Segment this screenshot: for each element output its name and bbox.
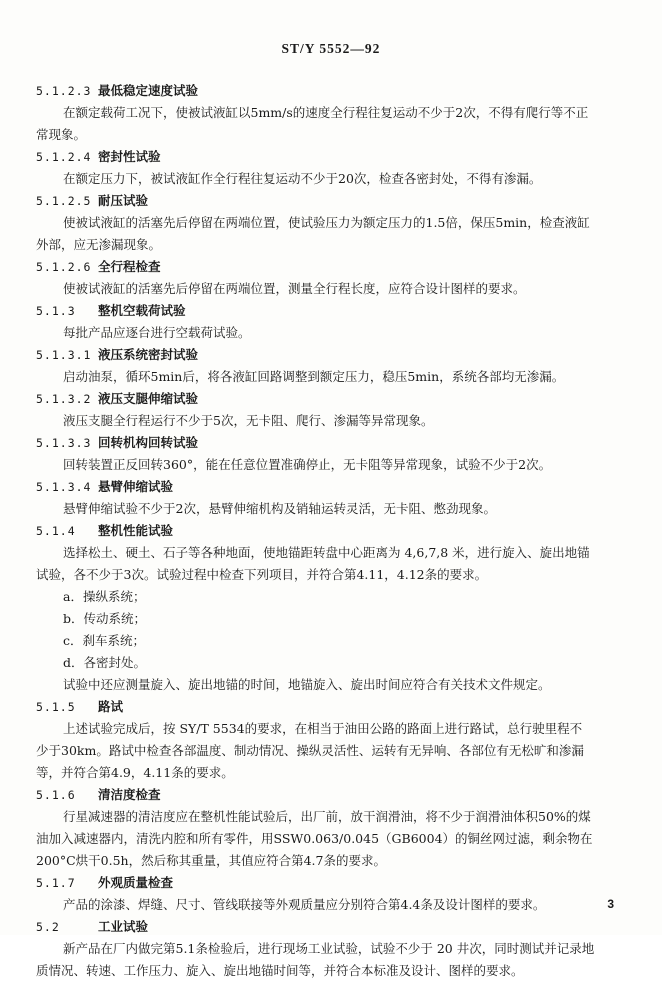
section-title: 路试 <box>98 699 124 714</box>
paragraph-line: 悬臂伸缩试验不少于2次，悬臂伸缩机构及销轴运转灵活，无卡阻、憋劲现象。 <box>63 501 496 516</box>
section-title: 最低稳定速度试验 <box>98 83 199 98</box>
section-number: 5.1.3 <box>36 304 76 318</box>
paragraph-line: 回转装置正反回转360°，能在任意位置准确停止，无卡阻等异常现象，试验不少于2次。 <box>63 457 552 472</box>
paragraph-line: 外部，应无渗漏现象。 <box>36 237 162 252</box>
paragraph-line: 液压支腿全行程运行不少于5次，无卡阻、爬行、渗漏等异常现象。 <box>63 413 434 428</box>
paragraph-line: a．操纵系统； <box>63 589 146 604</box>
standard-code-header: ST/Y 5552—92 <box>281 41 381 56</box>
section-heading <box>36 432 636 454</box>
paragraph-line: 试验，各不少于3次。试验过程中检查下列项目，并符合第4.11，4.12条的要求。 <box>36 567 488 582</box>
section-title: 耐压试验 <box>98 193 149 208</box>
section-heading <box>36 520 636 542</box>
section-heading <box>36 872 636 894</box>
paragraph-line: 试验中还应测量旋入、旋出地锚的时间，地锚旋入、旋出时间应符合有关技术文件规定。 <box>63 677 551 692</box>
section-heading <box>36 784 636 806</box>
section-heading <box>36 916 636 938</box>
section-heading <box>36 146 636 168</box>
section-number: 5.1.2.4 <box>36 150 92 164</box>
section-title: 悬臂伸缩试验 <box>98 479 174 494</box>
paragraph-line: 新产品在厂内做完第5.1条检验后，进行现场工业试验，试验不少于 20 井次，同时测试并记录地 <box>63 941 595 956</box>
paragraph-line: 油加入减速器内，清洗内腔和所有零件，用SSW0.063/0.045（GB6004）的铜丝网过滤，剩余物在 <box>36 831 593 846</box>
section-title: 液压支腿伸缩试验 <box>98 391 199 406</box>
paragraph-line: 选择松土、硬土、石子等各种地面，使地锚距转盘中心距离为 4,6,7,8 米，进行旋入、旋出地锚 <box>63 545 590 560</box>
section-title: 清洁度检查 <box>98 787 161 802</box>
section-title: 整机空载荷试验 <box>98 303 186 318</box>
section-number: 5.1.4 <box>36 524 76 538</box>
paragraph-line: 行星减速器的清洁度应在整机性能试验后，出厂前，放干润滑油，将不少于润滑油体积50%的煤 <box>63 809 591 824</box>
section-heading <box>36 344 636 366</box>
paragraph-line: 在额定压力下，被试液缸作全行程往复运动不少于20次，检查各密封处，不得有渗漏。 <box>63 171 542 186</box>
section-heading <box>36 300 636 322</box>
section-heading <box>36 388 636 410</box>
paragraph-line: 质情况、转速、工作压力、旋入、旋出地锚时间等，并符合本标准及设计、图样的要求。 <box>36 963 524 978</box>
paragraph-line: 200°C烘干0.5h，然后称其重量，其值应符合第4.7条的要求。 <box>36 853 386 868</box>
section-heading <box>36 476 636 498</box>
paragraph-line: 上述试验完成后，按 SY/T 5534的要求，在相当于油田公路的路面上进行路试，总行驶里程不 <box>63 721 583 736</box>
paragraph-line: 启动油泵，循环5min后，将各液缸回路调整到额定压力，稳压5min，系统各部均无渗漏。 <box>63 369 565 384</box>
section-number: 5.1.3.1 <box>36 348 92 362</box>
paragraph-line: b．传动系统； <box>63 611 147 626</box>
paragraph-line: 在额定载荷工况下，使被试液缸以5mm/s的速度全行程往复运动不少于2次，不得有爬行等不正 <box>63 105 589 120</box>
paragraph-line: 产品的涂漆、焊缝、尺寸、管线联接等外观质量应分别符合第4.4条及设计图样的要求。 <box>63 897 546 912</box>
section-number: 5.1.2.3 <box>36 84 92 98</box>
document-body <box>36 80 636 982</box>
section-number: 5.1.3.3 <box>36 436 92 450</box>
section-number: 5.1.3.4 <box>36 480 92 494</box>
paragraph-line: 少于30km。路试中检查各部温度、制动情况、操纵灵活性、运转有无异响、各部位有无松旷和渗漏 <box>36 743 584 758</box>
section-heading <box>36 696 636 718</box>
section-title: 外观质量检查 <box>98 875 174 890</box>
paragraph-line: 等，并符合第4.9，4.11条的要求。 <box>36 765 234 780</box>
page-number: 3 <box>607 897 614 911</box>
paragraph-line: c．刹车系统； <box>63 633 146 648</box>
section-title: 整机性能试验 <box>98 523 174 538</box>
section-number: 5.1.7 <box>36 876 76 890</box>
section-heading <box>36 190 636 212</box>
section-heading <box>36 256 636 278</box>
section-number: 5.1.2.6 <box>36 260 92 274</box>
section-title: 密封性试验 <box>98 149 161 164</box>
section-number: 5.1.2.5 <box>36 194 92 208</box>
section-title: 回转机构回转试验 <box>98 435 199 450</box>
section-heading <box>36 80 636 102</box>
paragraph-line: 使被试液缸的活塞先后停留在两端位置，测量全行程长度，应符合设计图样的要求。 <box>63 281 526 296</box>
section-title: 全行程检查 <box>98 259 161 274</box>
paragraph-line: 常现象。 <box>36 127 87 142</box>
section-number: 5.1.5 <box>36 700 76 714</box>
section-number: 5.2 <box>36 920 60 934</box>
section-number: 5.1.3.2 <box>36 392 92 406</box>
paragraph-line: d．各密封处。 <box>63 655 147 670</box>
section-number: 5.1.6 <box>36 788 76 802</box>
paragraph-line: 使被试液缸的活塞先后停留在两端位置，使试验压力为额定压力的1.5倍，保压5min，检查液缸 <box>63 215 590 230</box>
paragraph-line: 每批产品应逐台进行空载荷试验。 <box>63 325 251 340</box>
section-title: 工业试验 <box>98 919 149 934</box>
section-title: 液压系统密封试验 <box>98 347 199 362</box>
